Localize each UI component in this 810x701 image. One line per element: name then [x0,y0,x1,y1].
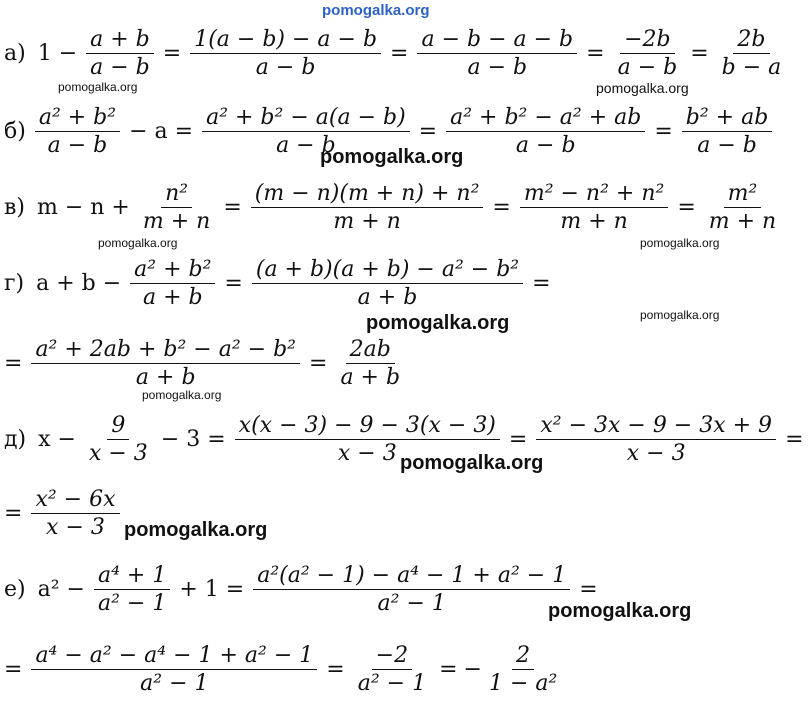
fraction [485,642,561,697]
denominator: a² − 1 [140,671,209,696]
fraction [336,336,404,391]
denominator: x − 3 [88,441,148,466]
denominator: x − 3 [626,441,686,466]
fraction [520,180,669,235]
numerator: a⁴ + 1 [94,562,170,590]
term: a + b − [36,271,122,296]
denominator: a − b [255,55,316,80]
numerator: 9 [107,412,129,440]
denominator: a − b [47,133,108,158]
equation-d-cont: = $\frac{\text{x² − 6x}}{x - 3}$ [4,486,123,541]
fraction [251,180,484,235]
denominator: m + n [333,209,401,234]
fraction [85,412,152,467]
numerator: −2 [372,642,412,670]
label-g: г) [4,271,25,296]
numerator: a² + b² [35,104,120,132]
fraction [31,486,119,541]
numerator: (m − n)(m + n) + n² [251,180,484,208]
denominator: a + b [142,285,203,310]
numerator: m² [724,180,762,208]
term: + 1 = [179,577,245,602]
denominator: x − 3 [337,441,397,466]
watermark: pomogalka.org [640,308,720,322]
label-d: д) [4,427,27,452]
label-b: б) [4,119,26,144]
numerator: a⁴ − a² − a⁴ − 1 + a² − 1 [31,642,317,670]
fraction [614,26,682,81]
numerator: a² + b² − a² + ab [446,104,645,132]
denominator: a² − 1 [377,591,446,616]
fraction [718,26,786,81]
fraction [446,104,645,159]
fraction [253,562,570,617]
denominator: a + b [135,365,196,390]
watermark: pomogalka.org [548,600,692,622]
label-a: а) [4,41,26,66]
numerator: 2b [733,26,769,54]
numerator: b² + ab [682,104,773,132]
watermark-top: pomogalka.org [322,2,430,19]
fraction [139,180,214,235]
numerator: 1(a − b) − a − b [190,26,381,54]
denominator: a − b [697,133,757,158]
equation-g: г) a + b − $\frac{\text{a² + b²}}{a + b}$ = $\frac{\text{(a + b)(a + b) − a² − b²}}{a + b}$ = [4,257,551,310]
equation-b: б) $\frac{\text{a² + b²}}{a - b}$ − a = $\frac{\text{a² + b² − a(a − b)}}{a - b}$ = $\frac{\text{a² + b² − a² + ab}}{a - b}$ = $\frac{\text{b² + ab}}{a - b}$ [4,104,775,159]
fraction [354,642,430,697]
numerator: 2ab [346,336,395,364]
watermark: pomogalka.org [142,388,222,402]
numerator: x² − 6x [31,486,119,514]
fraction [94,562,170,617]
denominator: a² − 1 [357,671,427,696]
equation-d: д) x − $\frac{9}{x - 3}$ − 3 = $\frac{x(x - 3) - 9 - 3(x - 3)}{x - 3}$ = $\frac{\text{x² − 3x − 9 − 3x + 9}}{x - 3}$ = [4,413,804,466]
fraction [705,180,780,235]
numerator: a² + b² − a(a − b) [202,104,410,132]
watermark: pomogalka.org [124,519,268,541]
denominator: m + n [708,209,777,234]
fraction [235,412,500,467]
fraction [130,256,215,311]
watermark: pomogalka.org [596,80,689,96]
watermark: pomogalka.org [640,236,720,250]
term: a² − [37,577,85,602]
fraction [202,104,410,159]
denominator: 1 − a² [488,671,558,696]
numerator: x(x − 3) − 9 − 3(x − 3) [235,412,500,440]
numerator: a + b [86,26,154,54]
watermark: pomogalka.org [400,452,544,474]
term: − a = [129,119,194,144]
numerator: (a + b)(a + b) − a² − b² [252,256,523,284]
fraction [252,256,523,311]
denominator: a − b [90,55,150,80]
fraction [31,336,300,391]
fraction [35,104,120,159]
numerator: a − b − a − b [417,26,577,54]
denominator: a − b [617,55,678,80]
denominator: a + b [340,365,401,390]
numerator: 2 [512,642,534,670]
watermark: pomogalka.org [320,146,464,168]
denominator: a − b [276,133,336,158]
denominator: a − b [515,133,576,158]
equation-e-cont: = $\frac{\text{a⁴ − a² − a⁴ − 1 + a² − 1}}{\text{a² − 1}}$ = $\frac{-2}{\text{a² − 1}}$ = − $\frac{2}{\text{1 − a²}}$ [4,642,564,697]
equation-g-cont: = $\frac{\text{a² + 2ab + b² − a² − b²}}{a + b}$ = $\frac{2ab}{a + b}$ [4,336,407,391]
denominator: x − 3 [46,515,105,540]
fraction [190,26,381,81]
numerator: a² + 2ab + b² − a² − b² [31,336,300,364]
numerator: n² [161,180,192,208]
term: m − n + [36,195,130,220]
numerator: a² + b² [130,256,215,284]
numerator: x² − 3x − 9 − 3x + 9 [536,412,776,440]
term: − 3 = [160,427,226,452]
numerator: m² − n² + n² [520,180,669,208]
denominator: a² − 1 [97,591,167,616]
watermark: pomogalka.org [366,312,510,334]
denominator: m + n [560,209,628,234]
equation-e: е) a² − $\frac{\text{a⁴ + 1}}{\text{a² − 1}}$ + 1 = $\frac{\text{a²(a² − 1) − a⁴ − 1 + a² − 1}}{\text{a² − 1}}$ = [4,563,598,616]
watermark: pomogalka.org [98,236,178,250]
fraction [417,26,577,81]
term: x − [38,427,76,452]
numerator: −2b [620,26,675,54]
watermark: pomogalka.org [58,80,138,94]
denominator: m + n [142,209,211,234]
fraction [682,104,773,159]
fraction [31,642,317,697]
denominator: a + b [357,285,418,310]
fraction [86,26,154,81]
term: 1 − [37,41,78,66]
numerator: a²(a² − 1) − a⁴ − 1 + a² − 1 [253,562,570,590]
denominator: b − a [721,55,782,80]
label-v: в) [4,195,25,220]
equation-v: в) m − n + $\frac{\text{n²}}{m + n}$ = $\frac{\text{(m − n)(m + n) + n²}}{m + n}$ = $\frac{\text{m² − n² + n²}}{m + n}$ = $\frac{\text{m²}}{m + n}$ [4,180,783,235]
equation-a: а) 1 − $\frac{a + b}{a - b}$ = $\frac{1(a - b) - a - b}{a - b}$ = $\frac{a - b - a - b}{a - b}$ = $\frac{-2b}{a - b}$ = $\frac{2b}{b - a}$ [4,26,788,81]
label-e: е) [4,577,26,602]
fraction [536,412,776,467]
denominator: a − b [467,55,528,80]
